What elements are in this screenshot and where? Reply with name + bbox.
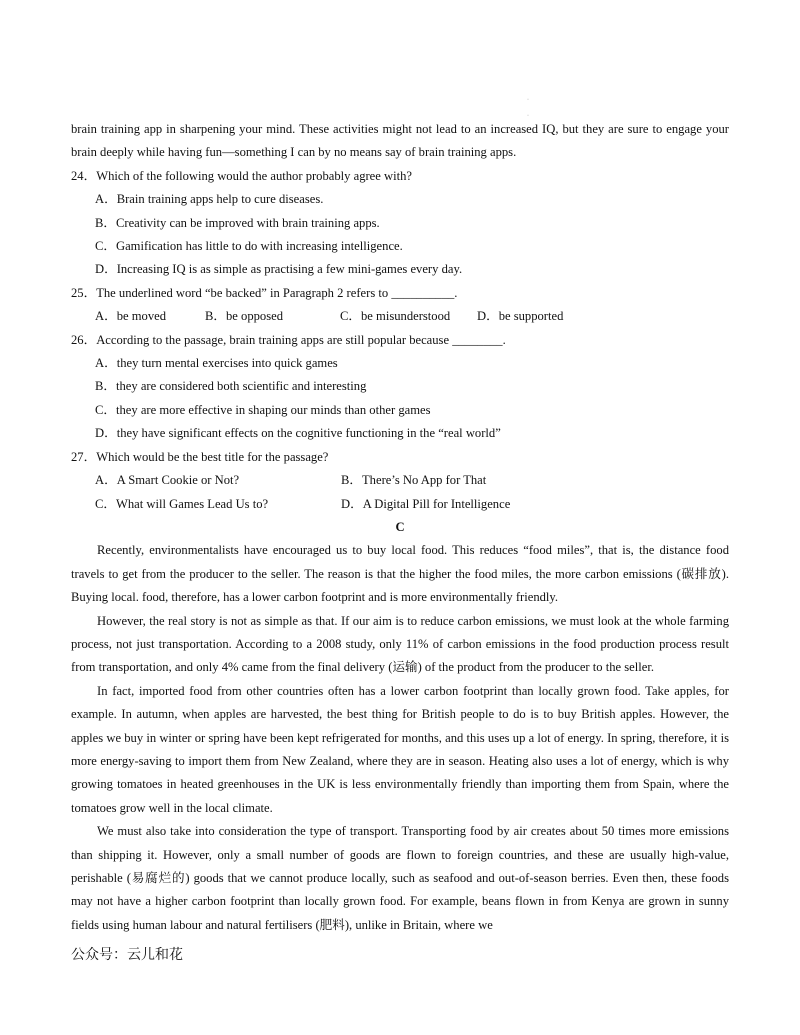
question-number: 25． xyxy=(71,285,97,300)
question-text: Which would be the best title for the passage? xyxy=(96,449,329,464)
question-end: . xyxy=(502,332,506,347)
question-24 xyxy=(71,165,729,188)
question-number: 27． xyxy=(71,449,97,464)
option: A．A Smart Cookie or Not? xyxy=(95,473,240,488)
option: B．be opposed xyxy=(205,309,284,324)
section-heading: C xyxy=(395,519,405,534)
option: D．they have significant effects on the cognitive functioning in the “real world” xyxy=(95,426,501,441)
options-row xyxy=(95,493,729,516)
question-text: Which of the following would the author probably agree with? xyxy=(96,168,412,183)
option: B．Creativity can be improved with brain training apps. xyxy=(95,215,380,230)
options-row xyxy=(95,469,729,492)
option: C．What will Games Lead Us to? xyxy=(95,496,269,511)
option: C．they are more effective in shaping our minds than other games xyxy=(95,402,431,417)
option: A．they turn mental exercises into quick games xyxy=(95,356,338,371)
question-text: According to the passage, brain training apps are still popular because xyxy=(96,332,450,347)
option: B．they are considered both scientific and interesting xyxy=(95,379,367,394)
option: A．Brain training apps help to cure diseases. xyxy=(95,192,324,207)
answer-blank: __________ xyxy=(391,285,455,300)
passage-paragraph: However, the real story is not as simple as that. If our aim is to reduce carbon emissions, we must look at the whole farming process, not just transportation. According to a 2008 study, only 11% of carbon emissions in the food production process result from transportation, and only 4% came from the final delivery (运输) of the product from the producer to the seller. xyxy=(71,613,729,675)
passage-paragraph: We must also take into consideration the type of transport. Transporting food by air creates about 50 times more emissions than shipping it. However, only a small number of goods are flown to foreign countries, and these are usually high-value, perishable (易腐烂的) goods that we cannot produce locally, such as seafood and out-of-season berries. Even then, these foods may not have a higher carbon footprint than locally grown food. For example, beans flown in from Kenya are grown in sunny fields using human labour and natural fertilisers (肥料), unlike in Britain, where we xyxy=(71,824,729,932)
option: A．be moved xyxy=(95,309,166,324)
footer-watermark: 公众号：云儿和花 xyxy=(71,947,183,963)
passage-paragraph: Recently, environmentalists have encouraged us to buy local food. This reduces “food miles”, that is, the distance food travels to get from the producer to the seller. The reason is that the higher the food miles, the more carbon emissions (碳排放). Buying local. food, therefore, has a lower carbon footprint and is more environmentally friendly. xyxy=(71,543,729,605)
scan-mark: · · xyxy=(527,97,529,119)
question-25 xyxy=(71,282,729,305)
option: C．be misunderstood xyxy=(340,309,451,324)
question-27 xyxy=(71,446,729,469)
question-text: The underlined word “be backed” in Paragraph 2 refers to xyxy=(96,285,389,300)
option: D．be supported xyxy=(477,309,564,324)
option: B．There’s No App for That xyxy=(341,473,487,488)
answer-blank: ________ xyxy=(452,332,503,347)
passage-paragraph: In fact, imported food from other countries often has a lower carbon footprint than locally grown food. Take apples, for example. In autumn, when apples are harvested, the best thing for British people to do is to buy British apples. However, the apples we buy in winter or spring have been kept refrigerated for months, and this uses up a lot of energy. In spring, therefore, it is more energy-saving to import them from New Zealand, where they are in season. Heating also uses a lot of energy, which is why growing tomatoes in heated greenhouses in the UK is less environmentally friendly than importing them from Spain, where the tomatoes grow well in the local climate. xyxy=(71,683,729,815)
document-page xyxy=(71,118,729,937)
question-end: . xyxy=(454,285,458,300)
intro-paragraph: brain training app in sharpening your mind. These activities might not lead to an increased IQ, but they are sure to engage your brain deeply while having fun—something I can by no means say of brain training apps. xyxy=(71,122,729,160)
options-row xyxy=(95,305,729,328)
option: D．A Digital Pill for Intelligence xyxy=(341,496,511,511)
option: D．Increasing IQ is as simple as practising a few mini-games every day. xyxy=(95,262,463,277)
question-number: 24． xyxy=(71,168,97,183)
option: C．Gamification has little to do with increasing intelligence. xyxy=(95,239,403,254)
question-number: 26． xyxy=(71,332,97,347)
question-26 xyxy=(71,329,729,352)
